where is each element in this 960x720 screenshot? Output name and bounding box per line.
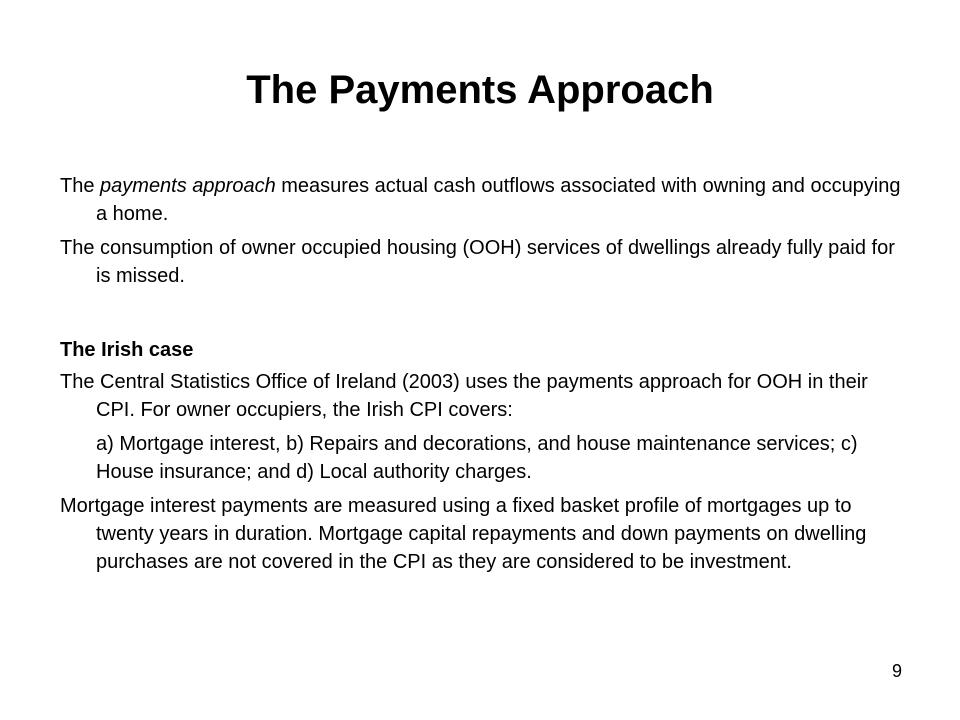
intro-p1-suffix: measures actual cash outflows associated with owning and occupying a home. <box>96 175 901 225</box>
section-gap <box>60 296 910 336</box>
intro-p1-emphasis: payments approach <box>100 175 276 197</box>
irish-case-paragraph-1: The Central Statistics Office of Ireland (2003) uses the payments approach for OOH in their CPI. For owner occupiers, the Irish CPI covers: <box>60 371 868 421</box>
slide-body <box>60 172 910 582</box>
intro-p1-prefix: The <box>60 175 101 197</box>
intro-paragraph-2: The consumption of owner occupied housing (OOH) services of dwellings already fully paid for is missed. <box>60 237 895 287</box>
slide-title: The Payments Approach <box>246 68 714 112</box>
irish-case-heading: The Irish case <box>60 339 194 361</box>
intro-paragraph-1 <box>60 172 910 228</box>
irish-case-paragraph-2: Mortgage interest payments are measured using a fixed basket profile of mortgages up to twenty years in duration. Mortgage capital repayments and down payments on dwelling purchases are not covered in the CPI as they are considered to be investment. <box>60 495 867 573</box>
irish-case-coverage-list: a) Mortgage interest, b) Repairs and decorations, and house maintenance services; c) House insurance; and d) Local authority charges. <box>96 433 858 483</box>
page-number: 9 <box>891 661 902 681</box>
